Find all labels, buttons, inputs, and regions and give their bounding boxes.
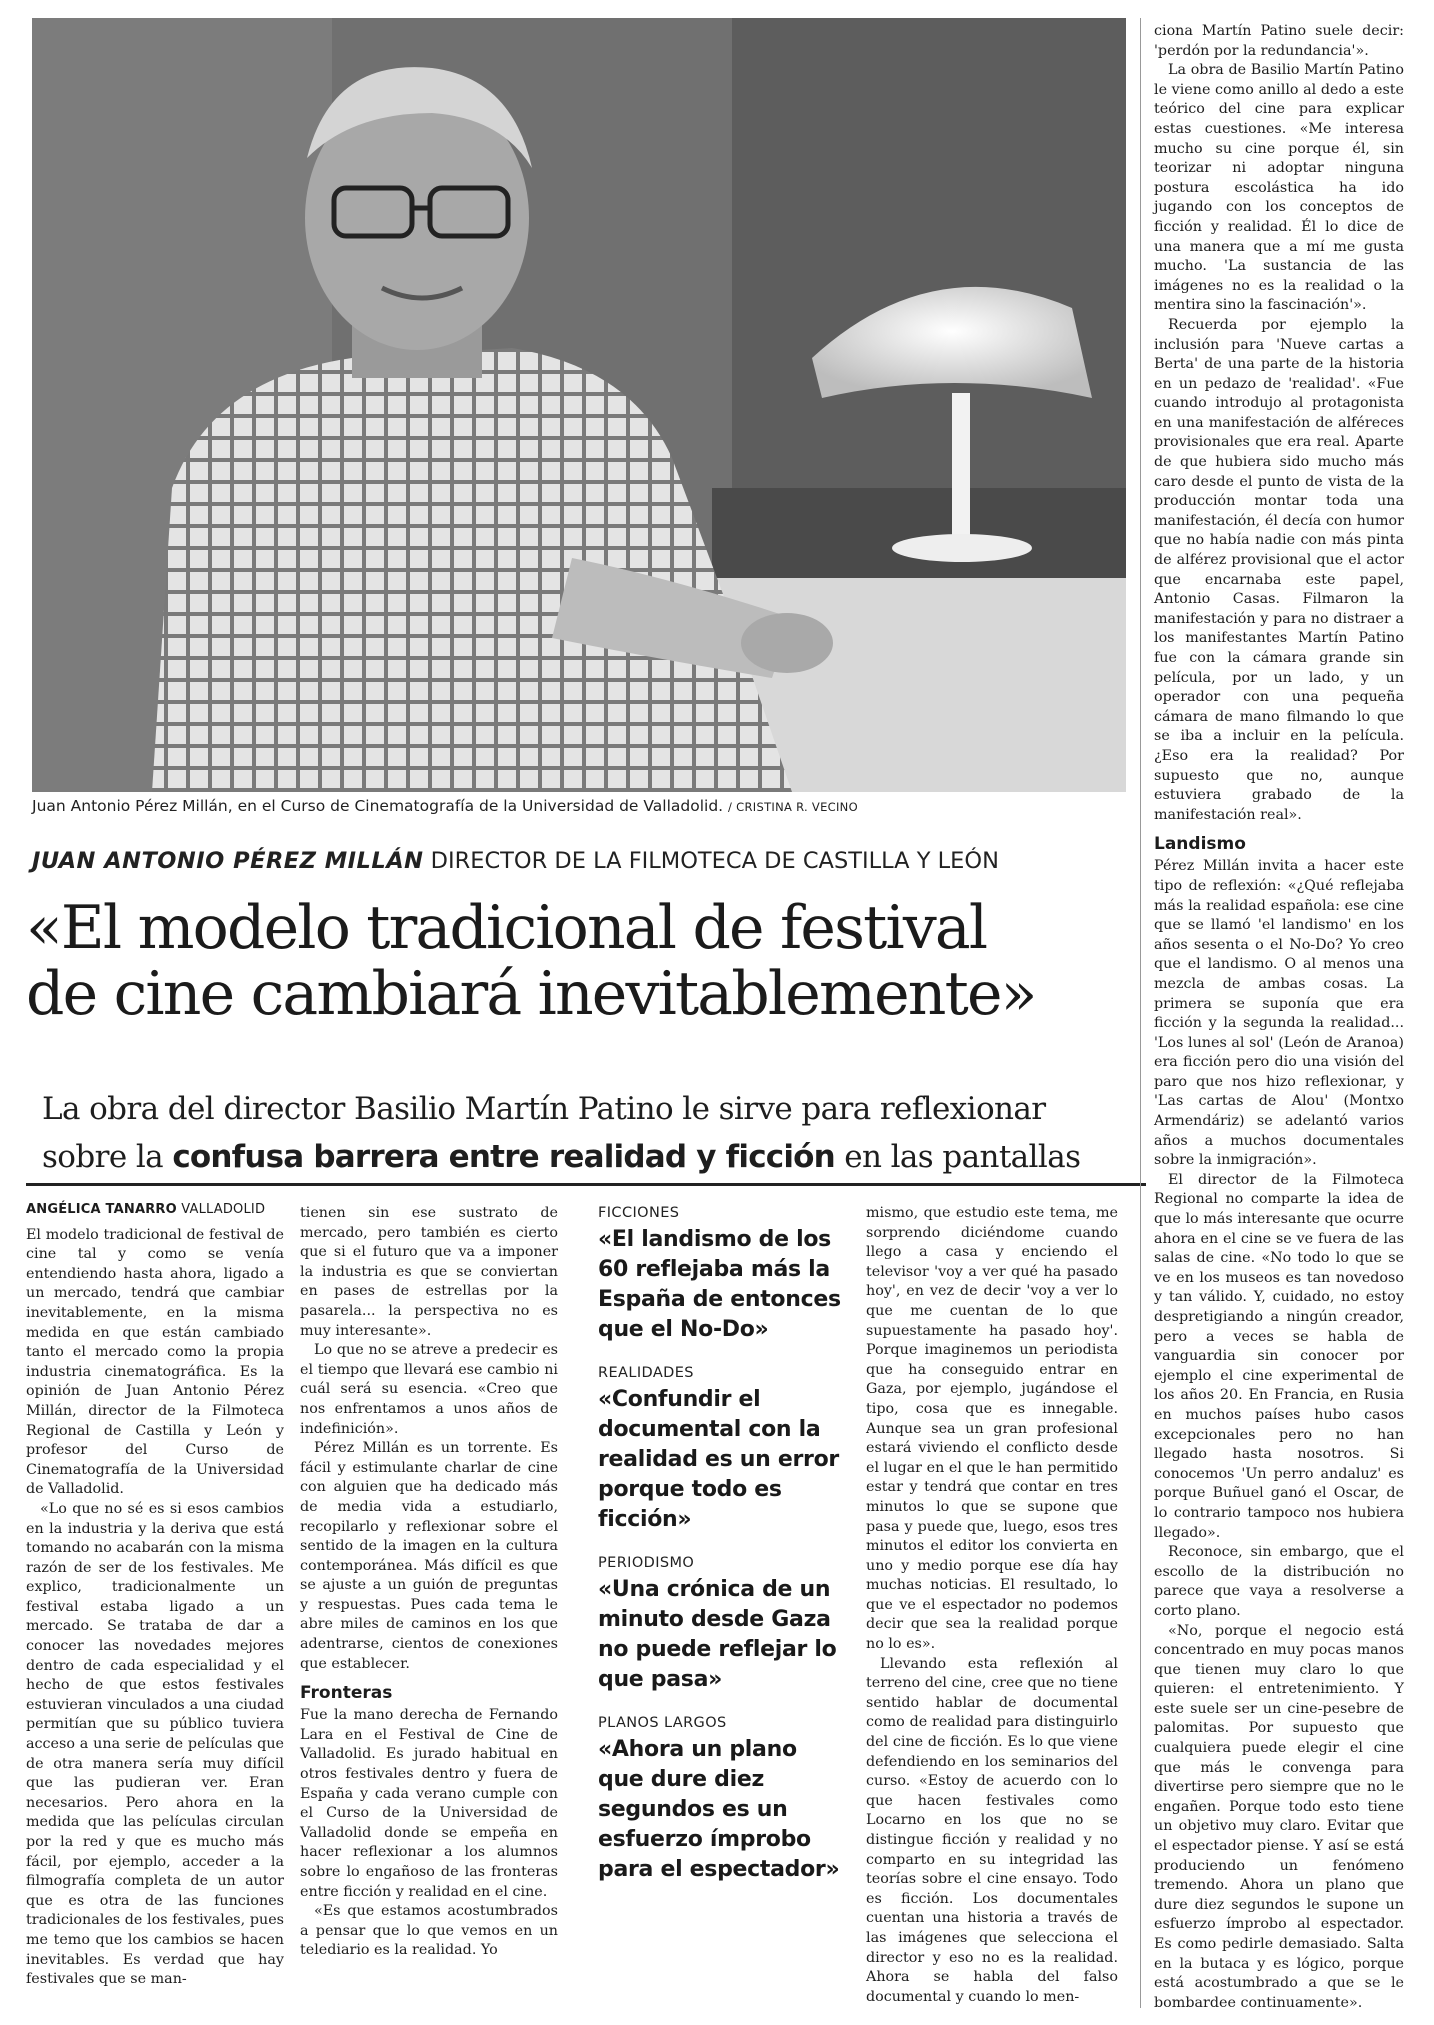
subhead-pre: sobre la — [42, 1139, 164, 1175]
byline — [26, 1200, 284, 1220]
quote-label-2: REALIDADES — [598, 1365, 694, 1381]
subhead-line-2 — [42, 1133, 1142, 1181]
photo-credit: / CRISTINA R. VECINO — [728, 800, 858, 814]
kicker — [32, 848, 1132, 874]
caption-text: Juan Antonio Pérez Millán, en el Curso de Cinematografía de la Universidad de Valladolid. — [32, 797, 724, 815]
photo-illustration — [32, 18, 1126, 792]
quote-label-3: PERIODISMO — [598, 1555, 695, 1571]
col5-paragraph-5: El director de la Filmoteca Regional no comparte la idea de que lo más interesante que ocurre ahora en el cine se ve fuera de las salas de cine. «No todo lo que se ve en los museos es tan novedoso y tan válido. Y, cuidado, no estoy despretigiando a ningún creador, pero a veces se habla de vanguardia sin conocer por ejemplo el cine experimental de los años 20. En Francia, en Rusia en muchos países hubo casos excepcionales pero no han llegado hasta nosotros. Si conocemos 'Un perro andaluz' es porque Buñuel ganó el Oscar, de lo contrario tampoco nos hubiera llegado». — [1154, 1171, 1404, 1541]
subhead — [42, 1085, 1142, 1181]
subhead-bold: confusa barrera entre realidad y ficción — [172, 1139, 835, 1175]
right-column-divider — [1140, 18, 1141, 2008]
col5-paragraph-7: «No, porque el negocio está concentrado en muy pocas manos que tienen muy claro lo que quieren: el entretenimiento. Y este suele ser un cine-pesebre de palomitas. Por supuesto que cualquiera puede elegir el cine que más le convenga para divertirse pero siempre que no le engañen. Porque todo esto tiene un objetivo muy claro. Evitar que el espectador piense. Y así se está produciendo un fenómeno tremendo. Ahora un plano que dure diez segundos le supone un esfuerzo ímprobo al espectador. Es como pedirle demasiado. Salta en la butaca y es lógico, porque está acostumbrado a que se le bombardee continuamente». — [1154, 1622, 1404, 2011]
col4-paragraph-2: Llevando esta reflexión al terreno del cine, cree que no tiene sentido hablar de documental como de realidad para distinguirlo del cine de ficción. Es lo que viene defendiendo en los seminarios del curso. «Estoy de acuerdo con lo que hacen festivales como Locarno en los que no se distingue ficción y realidad y no comparto en su integridad las teorías sobre el cine ensayo. Todo es ficción. Los documentales cuentan una historia a través de las imágenes que selecciona el director y eso no es la realidad. Ahora se habla del falso documental y cuando lo men- — [866, 1655, 1118, 2005]
col2-paragraph-2: Lo que no se atreve a predecir es el tiempo que llevará ese cambio ni cuál será su esencia. «Creo que nos enfrentamos a unos años de indefinición». — [300, 1342, 558, 1437]
col2-heading: Fronteras — [300, 1683, 393, 1704]
col5-paragraph-6: Reconoce, sin embargo, que el escollo de la distribución no parece que vaya a resolverse a corto plano. — [1154, 1544, 1404, 1619]
col2-paragraph-1: tienen sin ese sustrato de mercado, pero también es cierto que si el futuro que va a imponer la industria es que se conviertan en pases de estrellas por la pasarela... la perspectiva no es muy interesante». — [300, 1205, 558, 1339]
col5-paragraph-2: La obra de Basilio Martín Patino le viene como anillo al dedo a este teórico del cine para explicar estas cuestiones. «Me interesa mucho su cine porque él, sin teorizar ni adoptar ninguna postura escolástica ha ido jugando con los conceptos de ficción y realidad. Él lo dice de una manera que a mí me gusta mucho. 'La sustancia de las imágenes no es la realidad o la mentira sino la fascinación'». — [1154, 62, 1404, 314]
headline-line-2: de cine cambiará inevitablemente» — [26, 959, 1036, 1029]
quote-text-2: «Confundir el documental con la realidad es un error porque todo es ficción» — [598, 1387, 839, 1532]
pull-quotes — [598, 1205, 848, 1905]
column-4 — [866, 1204, 1118, 2007]
col2-paragraph-3: Pérez Millán es un torrente. Es fácil y estimulante charlar de cine con alguien que ha dedicado más de media vida a estudiarlo, recopilarlo y reflexionar sobre el sentido de la imagen en la cultura contemporánea. Más difícil es que se ajuste a un guión de preguntas y respuestas. Pues cada tema le abre miles de caminos en los que adentrarse, cientos de conexiones que establecer. — [300, 1440, 558, 1672]
col5-heading: Landismo — [1154, 834, 1246, 855]
photo-caption — [32, 797, 1132, 815]
kicker-role: DIRECTOR DE LA FILMOTECA DE CASTILLA Y LEÓN — [430, 848, 999, 874]
top-rule — [26, 1183, 1146, 1186]
article-photo — [32, 18, 1126, 792]
column-5 — [1154, 22, 1404, 2013]
subhead-post: en las pantallas — [844, 1139, 1081, 1175]
col5-paragraph-3: Recuerda por ejemplo la inclusión para 'Nueve cartas a Berta' de una parte de la historia en un pedazo de 'realidad'. «Fue cuando introdujo al protagonista en una manifestación de alféreces provisionales que era real. Aparte de que hubiera sido mucho más caro desde el punto de vista de la producción montar toda una manifestación, él decía con humor que no había nadie con más pinta de alférez provisional que el actor que encarnaba este papel, Antonio Casas. Filmaron la manifestación y para no distraer a los manifestantes Martín Patino fue con la cámara grande sin película, por un lado, y un operador con una pequeña cámara de mano filmando lo que se iba a incluir en la película. ¿Eso era la realidad? Por supuesto que no, aunque estuviera grabado de la manifestación real». — [1154, 316, 1404, 823]
col4-paragraph-1: mismo, que estudio este tema, me sorprendo diciéndome cuando llego a casa y enciendo el televisor 'voy a ver qué ha pasado hoy', en vez de decir 'voy a ver lo que me cuentan de lo que supuestamente ha pasado hoy'. Porque imaginemos un periodista que ha conseguido entrar en Gaza, por ejemplo, jugándose el tipo, cosa que es innegable. Aunque sea un gran profesional estará viviendo el conflicto desde el lugar en el que le han permitido estar y tendrá que contar en tres minutos lo que se supone que pasa y puede que, luego, esos tres minutos el editor los convierta en uno y medio porque ese día hay muchas noticias. El resultado, lo que ve el espectador no podemos decir que sea la realidad porque no lo es». — [866, 1205, 1118, 1653]
byline-place: VALLADOLID — [181, 1202, 266, 1217]
col2-paragraph-5: «Es que estamos acostumbrados a pensar que lo que vemos en un telediario es la realidad. Yo — [300, 1903, 558, 1959]
byline-author: ANGÉLICA TANARRO — [26, 1202, 177, 1217]
subhead-line-1: La obra del director Basilio Martín Patino le sirve para reflexionar — [42, 1091, 1046, 1127]
col2-paragraph-4: Fue la mano derecha de Fernando Lara en el Festival de Cine de Valladolid. Es jurado habitual en otros festivales dentro y fuera de España y cada verano cumple con el Curso de la Universidad de Valladolid donde se empeña en hacer reflexionar a los alumnos sobre lo engañoso de las fronteras entre ficción y realidad en el cine. — [300, 1707, 558, 1900]
column-1 — [26, 1200, 284, 1990]
kicker-name: JUAN ANTONIO PÉREZ MILLÁN — [32, 848, 424, 874]
col5-paragraph-4: Pérez Millán invita a hacer este tipo de reflexión: «¿Qué reflejaba más la realidad española: ese cine que se llamó 'el landismo' en los años sesenta o el No-Do? Yo creo que el landismo. O al menos una mezcla de ambas cosas. La primera se suponía que era ficción y la segunda la realidad... 'Los lunes al sol' (León de Aranoa) era ficción pero dio una visión del paro que nos hizo reflexionar, y 'Las cartas de Alou' (Montxo Armendáriz) se adelantó varios años a muchos documentales sobre la inmigración». — [1154, 858, 1404, 1169]
col1-paragraph-2: «Lo que no sé es si esos cambios en la industria y la deriva que está tomando no acabarán con la misma razón de ser de los festivales. Me explico, tradicionalmente un festival estaba ligado a un mercado. Se trataba de dar a conocer las novedades mejores dentro de cada especialidad y el hecho de que estos festivales estuvieran vinculados a una ciudad permitían que su público tuviera acceso a una serie de películas que de otra manera sería muy difícil que las pudieran ver. Eran necesarios. Pero ahora en la medida que las películas circulan por la red y que es mucho más fácil, por ejemplo, acceder a la filmografía completa de un autor que es otra de las funciones tradicionales de los festivales, pues me temo que los cambios se hacen inevitables. Es verdad que hay festivales que se man- — [26, 1500, 284, 1988]
quote-text-1: «El landismo de los 60 reflejaba más la España de entonces que el No-Do» — [598, 1227, 841, 1342]
headline — [26, 895, 1136, 1027]
headline-line-1: «El modelo tradicional de festival — [26, 893, 987, 963]
quote-label-4: PLANOS LARGOS — [598, 1715, 727, 1731]
column-2 — [300, 1204, 558, 1961]
quote-label-1: FICCIONES — [598, 1205, 680, 1221]
col1-paragraph-1: El modelo tradicional de festival de cine tal y como se venía entendiendo hasta ahora, ligado a un mercado, tendrá que cambiar inevitablemente, en la misma medida en que están cambiado tanto el mercado como la propia industria cinematográfica. Es la opinión de Juan Antonio Pérez Millán, director de la Filmoteca Regional de Castilla y León y profesor del Curso de Cinematografía de la Universidad de Valladolid. — [26, 1226, 284, 1498]
quote-text-3: «Una crónica de un minuto desde Gaza no puede reflejar lo que pasa» — [598, 1577, 837, 1692]
quote-text-4: «Ahora un plano que dure diez segundos es un esfuerzo ímprobo para el espectador» — [598, 1737, 840, 1882]
col5-paragraph-1: ciona Martín Patino suele decir: 'perdón por la redundancia'». — [1154, 23, 1404, 59]
